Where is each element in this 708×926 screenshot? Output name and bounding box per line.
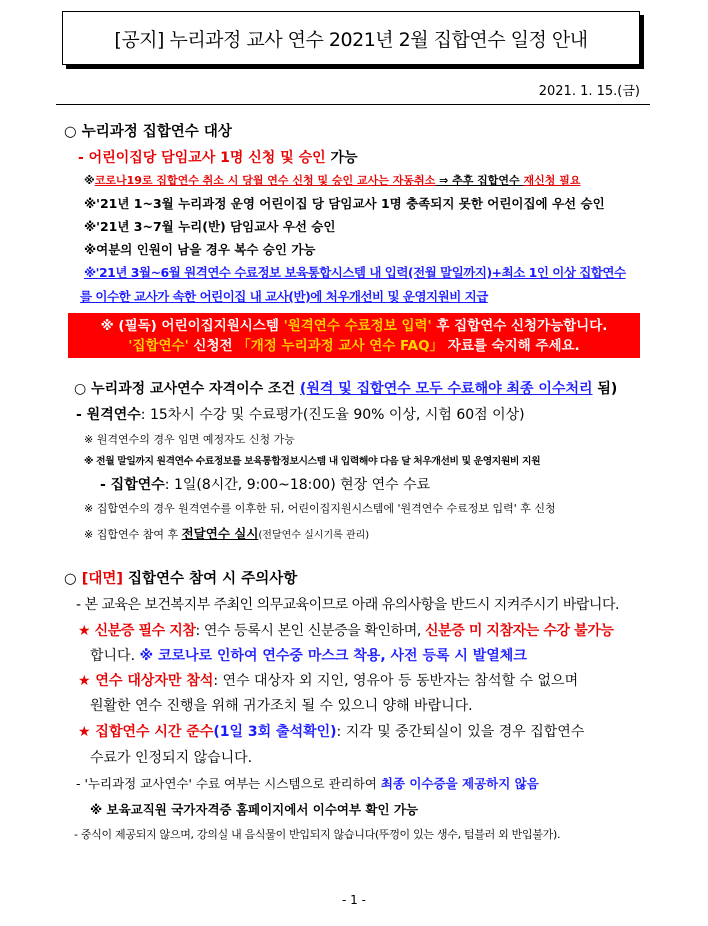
star1-line2-blue: ※ 코로나로 인하여 연수중 마스크 착용, 사전 등록 시 발열체크 <box>139 648 527 664</box>
notice-line2-a: '집합연수' <box>128 338 189 354</box>
section1-line1-red: - 어린이집당 담임교사 1명 신청 및 승인 <box>78 150 326 166</box>
group-note2-b: 전달연수 실시 <box>181 526 259 541</box>
group-note1: ※ 집합연수의 경우 원격연수를 이후한 뒤, 어린이집지원시스템에 '원격연수 수료정보 입력' 후 신청 <box>84 502 556 515</box>
group-line <box>100 474 430 494</box>
group-note2-a: ※ 집합연수 참여 후 <box>84 528 182 541</box>
section3-heading <box>64 567 297 588</box>
group-note2 <box>84 524 369 542</box>
section3-p1: - 본 교육은 보건복지부 주최인 의무교육이므로 아래 유의사항을 반드시 지켜주시기 바랍니다. <box>76 597 619 613</box>
star2-line1 <box>78 670 578 690</box>
group-text: : 1일(8시간, 9:00~18:00) 현장 연수 수료 <box>164 477 431 493</box>
notice-line2 <box>68 336 640 356</box>
note1-red: 코로나19로 집합연수 취소 시 당월 연수 신청 및 승인 교사는 자동취소 <box>94 174 436 187</box>
section1-note5-line2: 를 이수한 교사가 속한 어린이집 내 교사(반)에 처우개선비 및 운영지원비 지급 <box>80 289 488 304</box>
section3-p2 <box>76 774 539 792</box>
section1-line1-tail: 가능 <box>325 150 358 166</box>
star3-line1 <box>78 721 584 741</box>
remote-label: - 원격연수 <box>76 407 141 423</box>
section1-note4: ※여분의 인원이 남을 경우 복수 승인 가능 <box>84 242 316 257</box>
star2-line2: 원활한 연수 진행을 위해 귀가조치 될 수 있으니 양해 바랍니다. <box>90 698 473 714</box>
section2-heading-text: ○ 누리과정 교사연수 자격이수 조건 <box>74 381 300 397</box>
section1-line1 <box>78 147 358 167</box>
notice-line1-a: ※ (필독) 어린이집지원시스템 <box>100 318 284 334</box>
section2-heading-blue: (원격 및 집합연수 모두 수료해야 최종 이수처리 <box>299 381 593 397</box>
section1-heading: ○ 누리과정 집합연수 대상 <box>64 124 232 140</box>
star3-text: : 지각 및 중간퇴실이 있을 경우 집합연수 <box>336 724 585 740</box>
star3-line2: 수료가 인정되지 않습니다. <box>90 750 253 766</box>
section3-heading-b: [대면] <box>81 571 123 587</box>
notice-line2-b: 신청전 <box>188 338 238 354</box>
notice-line1 <box>68 316 640 336</box>
remote-line <box>76 404 525 424</box>
p2-blue: 최종 이수증을 제공하지 않음 <box>380 776 539 791</box>
note1-prefix: ※ <box>84 174 95 187</box>
star1-text: : 연수 등록시 본인 신분증을 확인하며, <box>195 623 425 639</box>
notice-line1-c: 후 집합연수 신청가능합니다. <box>431 318 608 334</box>
section3-p2-note: ※ 보육교직원 국가자격증 홈페이지에서 이수여부 확인 가능 <box>90 802 419 817</box>
remote-note2: ※ 전월 말일까지 원격연수 수료정보를 보육통합정보시스템 내 입력해야 다음 달 처우개선비 및 운영지원비 지원 <box>84 456 541 467</box>
section2-heading-tail: 됨) <box>592 381 618 397</box>
page-title: [공지] 누리과정 교사 연수 2021년 2월 집합연수 일정 안내 <box>62 11 640 65</box>
section1-note1 <box>84 172 580 188</box>
star3-red: ★ 집합연수 시간 준수 <box>78 724 214 740</box>
section1-note2: ※'21년 1~3월 누리과정 운영 어린이집 당 담임교사 1명 충족되지 못한 어린이집에 우선 승인 <box>84 196 605 211</box>
section3-heading-c: 집합연수 참여 시 주의사항 <box>122 571 298 587</box>
section2-heading <box>74 378 617 398</box>
notice-line2-d: 자료를 숙지해 주세요. <box>443 338 580 354</box>
page-number: - 1 - <box>342 893 366 907</box>
star1-line2 <box>90 645 527 665</box>
section3-p3: - 중식이 제공되지 않으며, 강의실 내 음식물이 반입되지 않습니다(뚜껑이 있는 생수, 텀블러 외 반입불가). <box>74 828 561 841</box>
star3-blue: (1일 3회 출석확인) <box>213 724 337 740</box>
remote-text: : 15차시 수강 및 수료평가(진도율 90% 이상, 시험 60점 이상) <box>140 407 525 423</box>
star1-red2: 신분증 미 지참자는 수강 불가능 <box>424 623 614 639</box>
remote-note1: ※ 원격연수의 경우 임면 예정자도 신청 가능 <box>84 433 295 446</box>
section1-note5-line1: ※'21년 3월~6월 원격연수 수료정보 보육통합시스템 내 입력(전월 말일까지)+최소 1인 이상 집합연수 <box>84 265 626 280</box>
star1-line2-a: 합니다. <box>90 648 140 664</box>
group-label: - 집합연수 <box>100 477 165 493</box>
notice-line2-c: 「개정 누리과정 교사 연수 FAQ」 <box>237 338 444 354</box>
star2-text: : 연수 대상자 외 지인, 영유아 등 동반자는 참석할 수 없으며 <box>213 673 579 689</box>
section1-note3: ※'21년 3~7월 누리(반) 담임교사 우선 승인 <box>84 219 336 234</box>
star1-line1 <box>78 620 614 640</box>
p2-a: - '누리과정 교사연수' 수료 여부는 시스템으로 관리하여 <box>76 776 381 791</box>
star2-red: ★ 연수 대상자만 참석 <box>78 673 214 689</box>
note1-mid: ⇒ 추후 집합연수 <box>435 174 524 187</box>
document-date: 2021. 1. 15.(금) <box>538 84 640 99</box>
section3-heading-a: ○ <box>64 571 82 587</box>
divider <box>56 104 650 105</box>
notice-line1-b: '원격연수 수료정보 입력' <box>283 318 432 334</box>
note1-red2: 재신청 필요 <box>523 174 581 187</box>
notice-box <box>68 313 640 358</box>
group-note2-c: (전달연수 실시기록 관리) <box>258 530 370 541</box>
star1-red: ★ 신분증 필수 지참 <box>78 623 196 639</box>
